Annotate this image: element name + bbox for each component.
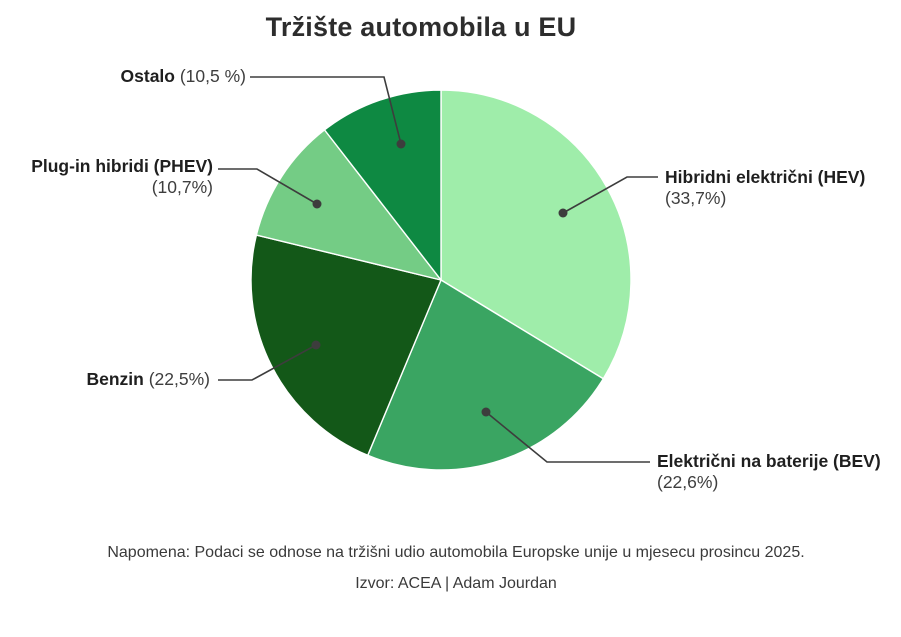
slice-label-bev-pct: (22,6%) (657, 472, 719, 492)
slice-label-ostalo (60, 66, 246, 87)
slice-label-hev-name: Hibridni električni (HEV) (665, 167, 866, 187)
slice-label-hev (665, 167, 865, 209)
slice-label-phev (20, 156, 213, 198)
leader-dot-phev (313, 200, 322, 209)
leader-dot-ostalo (397, 140, 406, 149)
slice-label-ostalo-pct: (10,5 %) (179, 66, 246, 86)
leader-dot-benzin (312, 341, 321, 350)
slice-label-bev (657, 451, 881, 493)
chart-title: Tržište automobila u EU (265, 12, 577, 42)
source-credit: Izvor: ACEA | Adam Jourdan (355, 575, 557, 592)
slice-label-ostalo-name: Ostalo (120, 66, 175, 86)
leader-dot-bev (482, 408, 491, 417)
slice-label-bev-name: Električni na baterije (BEV) (657, 451, 881, 471)
pie-slices-group (251, 90, 631, 470)
slice-label-benzin-pct: (22,5%) (148, 369, 210, 389)
leader-dot-hev (559, 209, 568, 218)
footnote: Napomena: Podaci se odnose na tržišni udio automobila Europske unije u mjesecu prosincu 2025. (107, 544, 805, 561)
slice-label-hev-pct: (33,7%) (665, 188, 727, 208)
slice-label-phev-pct: (10,7%) (151, 177, 213, 197)
slice-label-benzin (40, 369, 210, 390)
slice-label-phev-name: Plug-in hibridi (PHEV) (31, 156, 213, 176)
slice-label-benzin-name: Benzin (86, 369, 144, 389)
